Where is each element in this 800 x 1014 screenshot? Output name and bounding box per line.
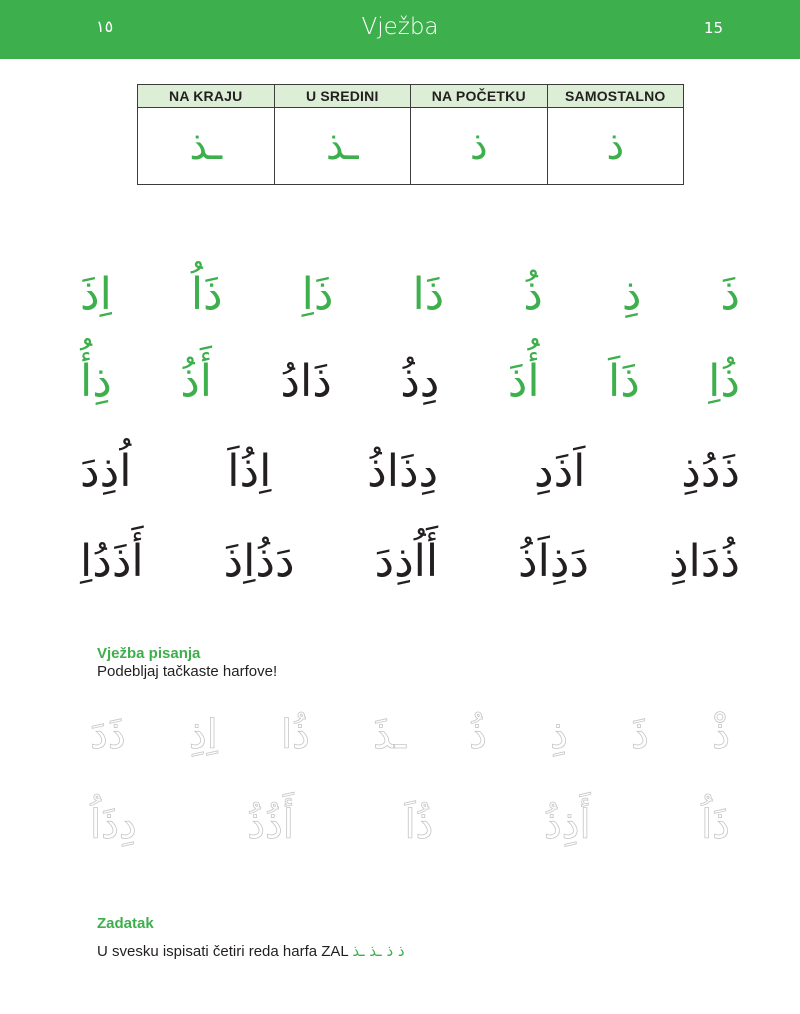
trace-letter[interactable]: ذُ (469, 712, 487, 758)
writing-instruction: Podebljaj tačkaste harfove! (97, 663, 278, 680)
trace-letter[interactable]: ذْ (712, 712, 730, 758)
practice-word: دَذُاِذَ (223, 536, 295, 587)
page-header (0, 0, 800, 59)
practice-syllable: ذَاَ (607, 356, 640, 407)
form-isolated: ذ (547, 108, 684, 185)
practice-syllable: ذَا (412, 269, 445, 320)
trace-word[interactable]: أَذُذُ (247, 802, 294, 848)
practice-syllable: دِذُ (400, 356, 440, 407)
writing-heading: Vježba pisanja (97, 645, 201, 662)
practice-syllable: أَذُ (180, 356, 213, 407)
practice-syllable: ذِ (621, 269, 642, 320)
practice-word: دَذِاَذُ (518, 536, 590, 587)
practice-syllable: ذَ (720, 269, 740, 320)
form-medial: ـذ (274, 108, 411, 185)
header-na-kraju: NA KRAJU (138, 85, 275, 108)
practice-syllable: أُذَ (507, 356, 540, 407)
header-samostalno: SAMOSTALNO (547, 85, 684, 108)
practice-row-1 (80, 255, 740, 335)
practice-word: أَذَدُاِ (80, 536, 144, 587)
page-title: Vježba (361, 14, 439, 40)
form-initial: ذ (411, 108, 548, 185)
practice-syllable: ذُاِ (708, 356, 740, 407)
practice-syllable: ذُ (523, 269, 543, 320)
practice-row-2 (80, 342, 740, 422)
trace-row-2 (90, 790, 730, 860)
task-letters: ذ ذ ـذ ـذ (352, 942, 405, 960)
trace-word[interactable]: ذَاُ (701, 802, 730, 848)
table-row (138, 108, 684, 185)
trace-letter[interactable]: ذَدَ (90, 712, 126, 758)
practice-word: اُذِدَ (80, 446, 132, 497)
practice-word: ذُدَاذِ (668, 536, 740, 587)
practice-word: اِذُاَ (227, 446, 272, 497)
table-header-row (138, 85, 684, 108)
trace-word[interactable]: دِذَاُ (90, 802, 137, 848)
practice-syllable: ذِأُ (80, 356, 112, 407)
trace-letter[interactable]: ذُا (281, 712, 310, 758)
letter-forms-table (137, 84, 684, 185)
practice-row-3 (80, 432, 740, 512)
practice-syllable: ذَاِ (301, 269, 334, 320)
practice-word: اَذَدِ (533, 446, 586, 497)
task-heading: Zadatak (97, 915, 154, 932)
page-number-arabic: ١٥ (96, 17, 114, 36)
practice-word: أَاُذِدَ (374, 536, 439, 587)
practice-word: ذَدُذِ (681, 446, 740, 497)
trace-letter[interactable]: ذِ (550, 712, 568, 758)
trace-word[interactable]: ذُاَ (404, 802, 434, 848)
page-number: 15 (704, 19, 724, 37)
practice-syllable: ذَاُ (190, 269, 223, 320)
trace-row-1 (90, 700, 730, 770)
practice-syllable: اِذَ (80, 269, 112, 320)
task-text (97, 942, 405, 960)
header-u-sredini: U SREDINI (274, 85, 411, 108)
trace-letter[interactable]: ـذَ (373, 712, 406, 758)
task-instruction: U svesku ispisati četiri reda harfa ZAL (97, 943, 349, 960)
trace-letter[interactable]: اِذِ (188, 712, 218, 758)
form-final: ـذ (138, 108, 275, 185)
header-na-pocetku: NA POČETKU (411, 85, 548, 108)
trace-word[interactable]: أَذِذُ (543, 802, 591, 848)
practice-syllable: ذَادُ (280, 356, 332, 407)
practice-word: دِذَاذُ (367, 446, 439, 497)
practice-row-4 (80, 522, 740, 602)
trace-letter[interactable]: ذَ (631, 712, 649, 758)
